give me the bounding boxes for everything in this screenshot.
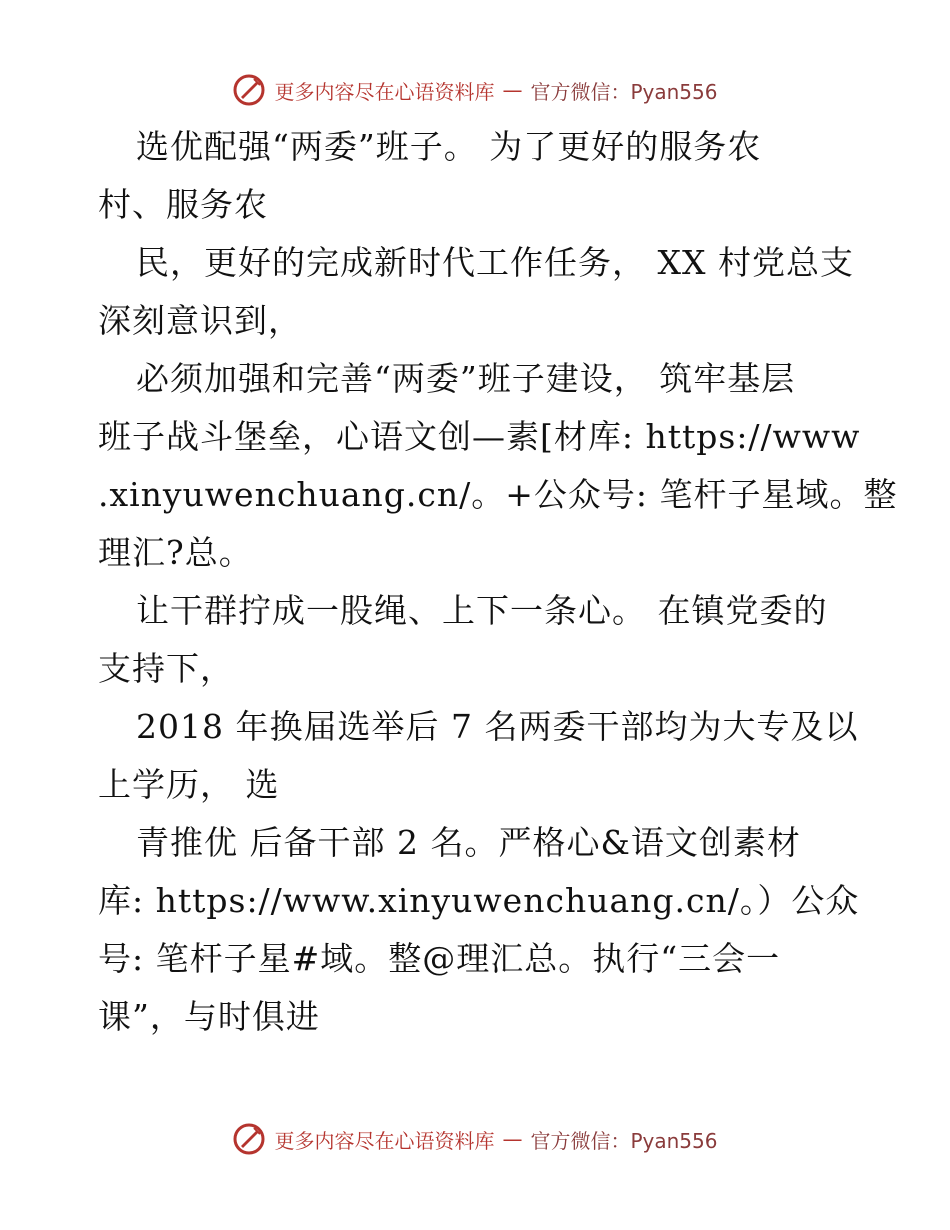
banner-wechat-label: 官方微信：Pyan556 [530, 79, 718, 104]
body-line: .xinyuwenchuang.cn/。+公众号: 笔杆子星域。整 [98, 475, 898, 514]
body-line: 村、服务农 [98, 185, 268, 224]
quill-logo-icon [232, 73, 266, 107]
body-line: 2018 年换届选举后 7 名两委干部均为大专及以 [136, 707, 859, 746]
body-line: 选优配强“两委”班子。 为了更好的服务农 [136, 127, 762, 166]
header-banner [0, 70, 950, 110]
body-line: 上学历， 选 [98, 765, 280, 804]
banner-separator: — [502, 1127, 523, 1151]
document-body [98, 118, 898, 1046]
banner-title: 更多内容尽在心语资料库 [274, 1128, 495, 1153]
body-line: 库: https://www.xinyuwenchuang.cn/。）公众 [98, 881, 860, 920]
body-line: 班子战斗堡垒，心语文创—素[材库: https://www [98, 417, 861, 456]
body-line: 理汇?总。 [98, 533, 253, 572]
banner-title: 更多内容尽在心语资料库 [274, 79, 495, 104]
footer-banner [0, 1119, 950, 1159]
body-line: 让干群拧成一股绳、上下一条心。 在镇党委的 [136, 591, 828, 630]
body-line: 课”，与时俱进 [98, 997, 320, 1036]
body-line: 深刻意识到， [98, 301, 302, 340]
body-line: 支持下， [98, 649, 234, 688]
body-line: 号: 笔杆子星#域。整@理汇总。执行“三会一 [98, 939, 781, 978]
body-line: 民，更好的完成新时代工作任务， XX 村党总支 [136, 243, 854, 282]
banner-wechat-label: 官方微信：Pyan556 [530, 1128, 718, 1153]
body-line: 必须加强和完善“两委”班子建设， 筑牢基层 [136, 359, 796, 398]
banner-separator: — [502, 78, 523, 102]
quill-logo-icon [232, 1122, 266, 1156]
body-line: 青推优 后备干部 2 名。严格心&语文创素材 [136, 823, 801, 862]
